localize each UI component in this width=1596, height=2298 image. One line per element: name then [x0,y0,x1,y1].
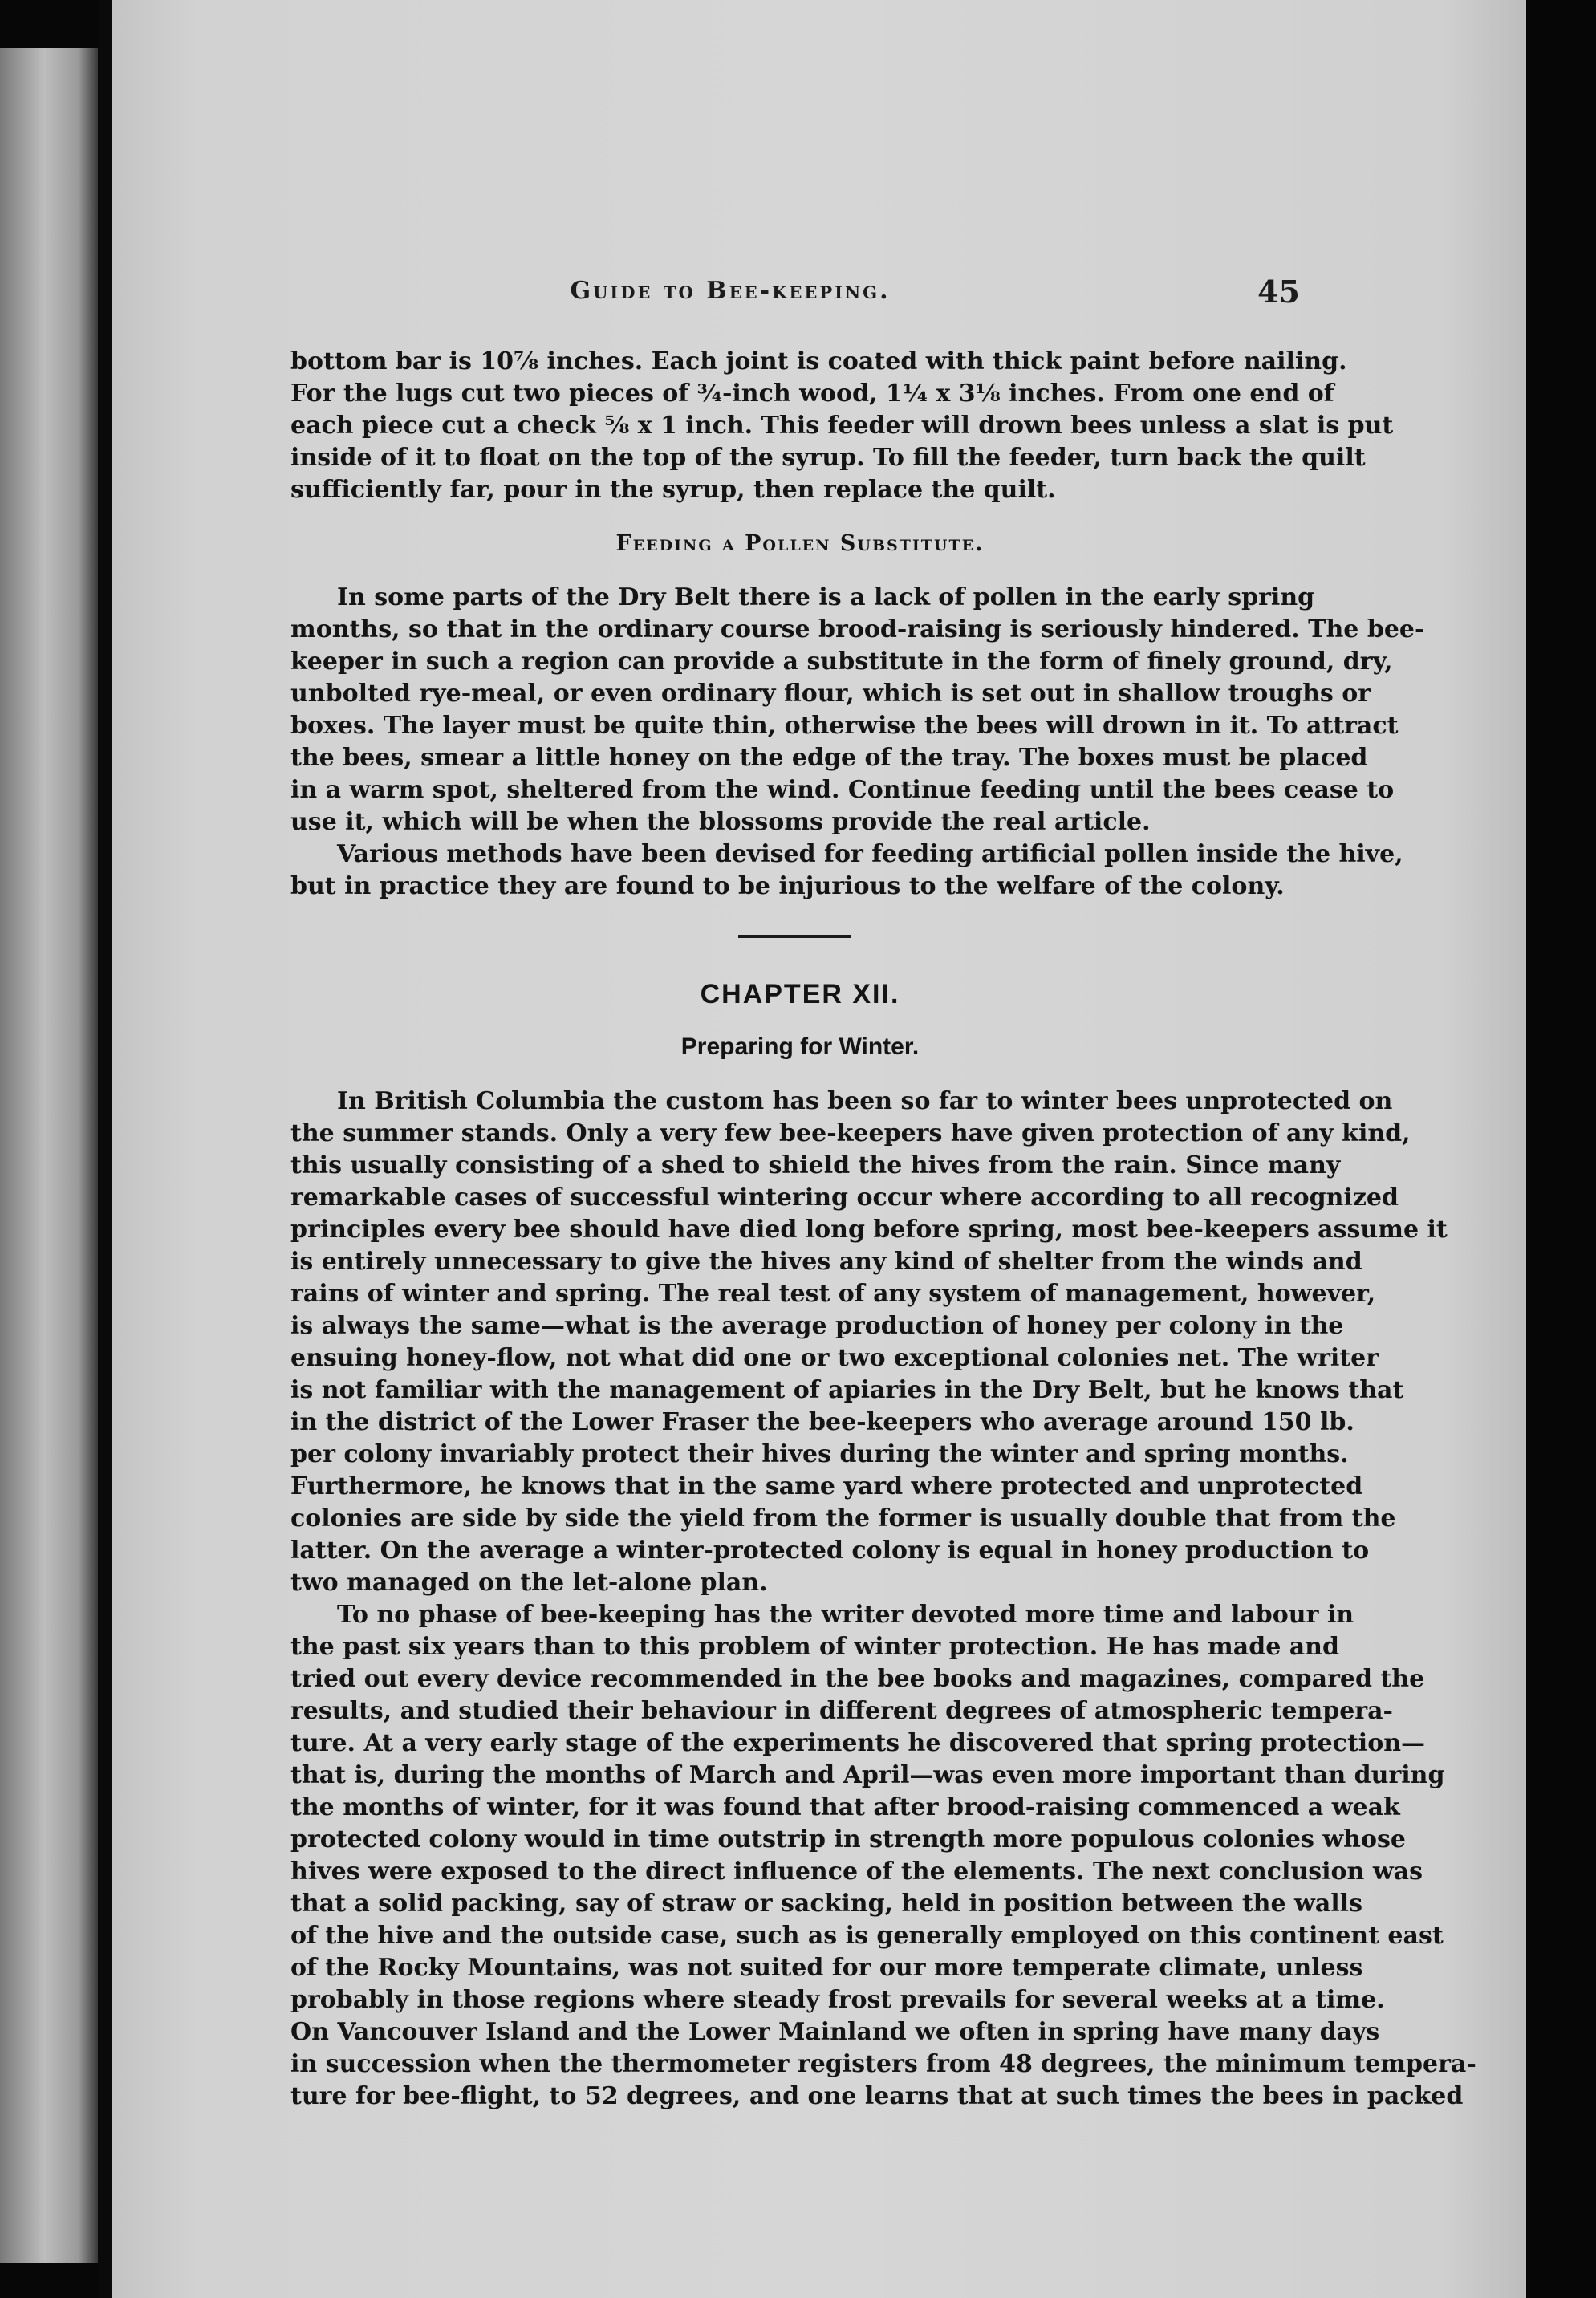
text-line: unbolted rye-meal, or even ordinary flour, which is set out in shallow troughs or [290,680,1371,708]
text-line: In some parts of the Dry Belt there is a lack of pollen in the early spring [337,583,1315,611]
chapter-subtitle: Preparing for Winter. [680,1033,920,1060]
text-line: is not familiar with the management of apiaries in the Dry Belt, but he knows that [290,1376,1404,1404]
text-line: ture for bee-flight, to 52 degrees, and one learns that at such times the bees in packed [290,2082,1464,2110]
text-line: but in practice they are found to be injurious to the welfare of the colony. [290,872,1285,900]
text-line: In British Columbia the custom has been so far to winter bees unprotected on [337,1087,1393,1115]
text-line: ture. At a very early stage of the experiments he discovered that spring protection— [290,1729,1426,1757]
text-line: that is, during the months of March and April—was even more important than during [290,1761,1445,1789]
text-line: Furthermore, he knows that in the same yard where protected and unprotected [290,1472,1363,1500]
section-heading: Feeding a Pollen Substitute. [615,531,985,556]
text-line: colonies are side by side the yield from the former is usually double that from the [290,1504,1396,1533]
text-line: latter. On the average a winter-protected colony is equal in honey production to [290,1537,1370,1565]
facing-page-edge [0,48,98,2263]
text-line: tried out every device recommended in the bee books and magazines, compared the [290,1665,1425,1693]
text-line: the bees, smear a little honey on the edge of the tray. The boxes must be placed [290,744,1368,772]
text-line: hives were exposed to the direct influence of the elements. The next conclusion was [290,1857,1423,1886]
text-line: that a solid packing, say of straw or sacking, held in position between the walls [290,1890,1362,1918]
text-line: inside of it to float on the top of the syrup. To fill the feeder, turn back the quilt [290,444,1366,472]
text-line: each piece cut a check ⅝ x 1 inch. This feeder will drown bees unless a slat is put [290,412,1394,440]
text-line: this usually consisting of a shed to shield the hives from the rain. Since many [290,1151,1341,1179]
text-line: ensuing honey-flow, not what did one or two exceptional colonies net. The writer [290,1344,1379,1372]
text-line: bottom bar is 10⅞ inches. Each joint is coated with thick paint before nailing. [290,347,1347,376]
book-gutter [98,0,112,2298]
text-line: boxes. The layer must be quite thin, otherwise the bees will drown in it. To attract [290,712,1399,740]
text-line: principles every bee should have died long before spring, most bee-keepers assume it [290,1216,1448,1244]
text-line: the past six years than to this problem of winter protection. He has made and [290,1633,1339,1661]
text-line: the months of winter, for it was found that after brood-raising commenced a weak [290,1793,1400,1821]
text-line: in a warm spot, sheltered from the wind. Continue feeding until the bees cease to [290,776,1395,804]
text-line: two managed on the let-alone plan. [290,1569,768,1597]
text-line: of the hive and the outside case, such as is generally employed on this continent east [290,1922,1444,1950]
text-line: remarkable cases of successful wintering occur where according to all recognized [290,1184,1399,1212]
text-line: in succession when the thermometer registers from 48 degrees, the minimum tempera- [290,2050,1476,2078]
text-line: protected colony would in time outstrip in strength more populous colonies whose [290,1825,1406,1853]
text-line: months, so that in the ordinary course brood-raising is seriously hindered. The bee- [290,615,1425,644]
section-divider [738,935,851,938]
text-line: Various methods have been devised for feeding artificial pollen inside the hive, [337,840,1403,868]
text-line: On Vancouver Island and the Lower Mainland we often in spring have many days [290,2018,1380,2046]
scan-border [1526,0,1596,2298]
chapter-title: CHAPTER XII. [700,979,900,1009]
text-line: the summer stands. Only a very few bee-keepers have given protection of any kind, [290,1119,1411,1147]
text-line: probably in those regions where steady frost prevails for several weeks at a time. [290,1986,1385,2014]
text-line: per colony invariably protect their hives during the winter and spring months. [290,1440,1349,1468]
text-line: results, and studied their behaviour in different degrees of atmospheric tempera- [290,1697,1393,1725]
text-line: use it, which will be when the blossoms provide the real article. [290,808,1151,836]
text-line: For the lugs cut two pieces of ¾-inch wood, 1¼ x 3⅛ inches. From one end of [290,380,1334,408]
page-number: 45 [1257,274,1300,310]
text-line: of the Rocky Mountains, was not suited for our more temperate climate, unless [290,1954,1363,1982]
page-header [160,274,1300,312]
text-line: sufficiently far, pour in the syrup, then replace the quilt. [290,476,1056,504]
text-line: is entirely unnecessary to give the hives any kind of shelter from the winds and [290,1248,1362,1276]
text-line: is always the same—what is the average production of honey per colony in the [290,1312,1344,1340]
text-line: To no phase of bee-keeping has the writer devoted more time and labour in [337,1601,1354,1629]
text-line: rains of winter and spring. The real test of any system of management, however, [290,1280,1376,1308]
running-title: Guide to Bee-keeping. [570,277,891,305]
text-line: keeper in such a region can provide a substitute in the form of finely ground, dry, [290,648,1393,676]
text-line: in the district of the Lower Fraser the bee-keepers who average around 150 lb. [290,1408,1354,1436]
